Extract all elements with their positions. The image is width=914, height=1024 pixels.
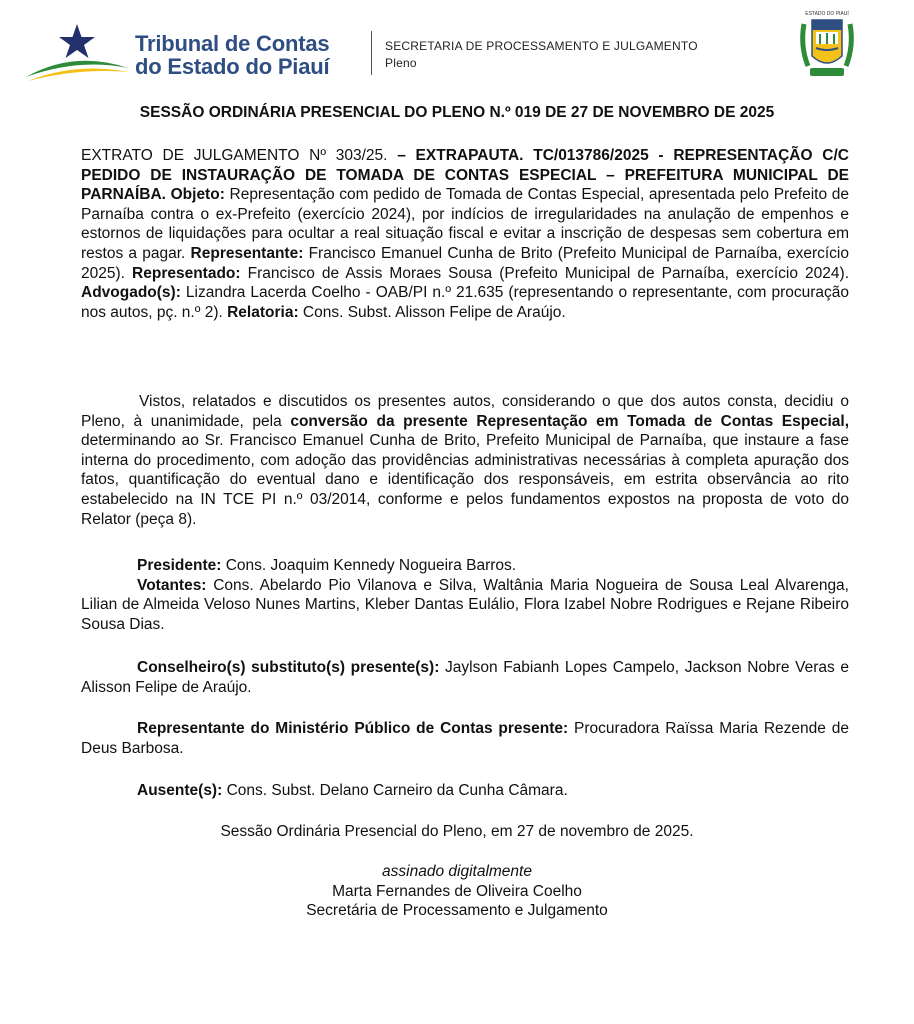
relatoria-label: Relatoria: (227, 303, 299, 321)
representado-text: Francisco de Assis Moraes Sousa (Prefeito Municipal de Parnaíba, exercício 2024). (240, 264, 849, 282)
relatoria-text: Cons. Subst. Alisson Felipe de Araújo. (298, 303, 566, 321)
extract-lead: EXTRATO DE JULGAMENTO Nº 303/25. (81, 147, 388, 164)
advogado-text: Lizandra Lacerda Coelho - OAB/PI n.º 21.635 (representando o representante, com procuração nos autos, pç. n.º 2). (81, 284, 849, 321)
signature-block (0, 862, 914, 921)
decision-paragraph (81, 392, 849, 529)
ministerio-label: Representante do Ministério Público de Contas presente: (137, 720, 569, 737)
brand-line-1: Tribunal de Contas (135, 31, 330, 56)
header-divider (371, 31, 372, 75)
substitutos-text: Jaylson Fabianh Lopes Campelo, Jackson Nobre Veras e Alisson Felipe de Araújo. (81, 659, 849, 696)
decision-text-2: determinando ao Sr. Francisco Emanuel Cunha de Brito, Prefeito Municipal de Parnaíba, que instaure a fase interna do procedimento, com adoção das providências administrativas necessárias à completa apuração dos fatos, quantificação do eventual dano e identificação dos responsáveis, em estrita observância ao rito estabelecido na IN TCE PI n.º 03/2014, conforme e pelos fundamentos expostos na proposta de voto do Relator (peça 8). (81, 432, 849, 528)
decision-text-1: Vistos, relatados e discutidos os presentes autos, considerando o que dos autos consta, decidiu o Pleno, à unanimidade, pela (81, 393, 849, 430)
composition (81, 556, 849, 634)
signer-role: Secretária de Processamento e Julgamento (306, 902, 608, 920)
decision-bold: conversão da presente Representação em Tomada de Contas Especial, (290, 412, 849, 430)
votantes-line (81, 576, 849, 635)
brand-name (135, 32, 329, 78)
representante-text: Francisco Emanuel Cunha de Brito (Prefeito Municipal de Parnaíba, exercício 2025). (81, 244, 849, 282)
session-title: SESSÃO ORDINÁRIA PRESENCIAL DO PLENO N.º 019 DE 27 DE NOVEMBRO DE 2025 (139, 104, 775, 121)
ministerio-text: Procuradora Raïssa Maria Rezende de Deus Barbosa. (81, 720, 849, 757)
substitutos-line (81, 658, 849, 697)
votantes-label: Votantes: (137, 576, 207, 594)
votantes-text: Cons. Abelardo Pio Vilanova e Silva, Waltânia Maria Nogueira de Sousa Leal Alvarenga, Lilian de Almeida Veloso Nunes Martins, Kleber Dantas Eulálio, Flora Izabel Nobre Rodrigues e Rejane Ribeiro Sousa Dias. (81, 576, 849, 633)
department-unit: Pleno (385, 56, 417, 70)
judgment-extract (81, 146, 849, 322)
department-name: SECRETARIA DE PROCESSAMENTO E JULGAMENTO (385, 39, 698, 53)
signer-name: Marta Fernandes de Oliveira Coelho (332, 882, 582, 900)
coat-label: ESTADO DO PIAUÍ (805, 11, 849, 17)
ausentes-label: Ausente(s): (137, 782, 223, 799)
piaui-coat-of-arms-icon (794, 6, 860, 82)
ausentes-text: Cons. Subst. Delano Carneiro da Cunha Câmara. (222, 782, 568, 799)
objeto-text: Representação com pedido de Tomada de Contas Especial, apresentada pelo Prefeito de Parnaíba contra o ex-Prefeito (exercício 2024), por indícios de irregularidades na anulação de empenhos e estornos de liquidações para ocultar a real situação fiscal e evitar a inscrição de despesas sem cobertura em restos a pagar. (81, 186, 849, 262)
representado-label: Representado: (132, 264, 241, 282)
representante-label: Representante: (190, 244, 304, 262)
ministerio-line (81, 719, 849, 758)
ausentes-line (81, 781, 849, 801)
digital-signature-note: assinado digitalmente (382, 863, 532, 880)
extract-heading: – EXTRAPAUTA. TC/013786/2025 - REPRESENTAÇÃO C/C PEDIDO DE INSTAURAÇÃO DE TOMADA DE CONTAS ESPECIAL – PREFEITURA MUNICIPAL DE PARNAÍBA. (81, 147, 849, 204)
presidente-label: Presidente: (137, 557, 222, 574)
brand-line-2: do Estado do Piauí (135, 54, 330, 79)
session-date: Sessão Ordinária Presencial do Pleno, em 27 de novembro de 2025. (220, 823, 694, 840)
document-header (0, 0, 914, 100)
substitutos-label: Conselheiro(s) substituto(s) presente(s): (137, 659, 440, 676)
advogado-label: Advogado(s): (81, 284, 181, 302)
tce-star-logo-icon (24, 22, 130, 82)
department (385, 38, 698, 72)
presidente-line (81, 556, 849, 576)
presidente-text: Cons. Joaquim Kennedy Nogueira Barros. (221, 557, 517, 574)
objeto-label: Objeto: (170, 186, 225, 204)
